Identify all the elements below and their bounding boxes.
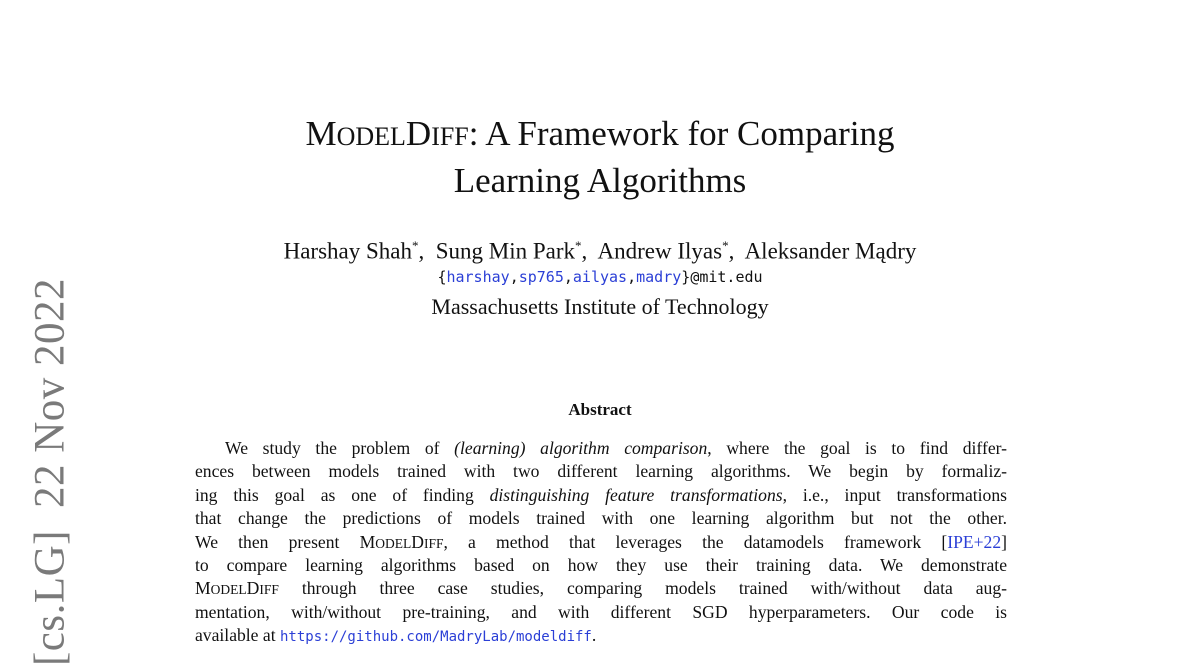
method-name-smallcaps: IFF [259, 582, 279, 598]
equal-contribution-mark: * [722, 238, 729, 253]
emphasis: distinguishing feature transformations [489, 484, 783, 505]
text: ] [1001, 531, 1007, 552]
author-list: Harshay Shah*, Sung Min Park*, Andrew Ilyas*, Aleksander Mądry [283, 238, 917, 264]
title-name-cap: D [405, 114, 432, 153]
author-name: Andrew Ilyas [597, 238, 723, 264]
abstract-line [195, 484, 1007, 507]
author-name: Sung Min Park [435, 238, 576, 264]
email-sep: , [563, 268, 573, 286]
affiliation: Massachusetts Institute of Technology [431, 294, 769, 319]
abstract-line [195, 531, 1007, 554]
text: ing this goal as one of finding [195, 484, 490, 505]
abstract-line: to compare learning algorithms based on how they use their training data. We demonstrate [195, 554, 1007, 575]
arxiv-category: [cs.LG] [26, 530, 74, 666]
method-name-smallcaps: ODEL [210, 582, 247, 598]
abstract-line [195, 624, 1007, 647]
email-sep: , [627, 268, 637, 286]
abstract-line: mentation, with/without pre-training, and with different SGD hyperparameters. Our code is [195, 601, 1007, 622]
email-link-ailyas[interactable]: ailyas [572, 268, 628, 286]
email-domain: @mit.edu [690, 268, 763, 286]
text: , where the goal is to find differ- [707, 438, 1007, 458]
email-link-sp765[interactable]: sp765 [518, 268, 564, 286]
email-brace: { [437, 268, 447, 286]
title-name-cap: M [305, 114, 337, 153]
arxiv-date: 22 Nov 2022 [26, 277, 74, 509]
method-name-smallcaps: IFF [423, 535, 444, 551]
text: , i.e., input transformations [782, 484, 1007, 505]
text: We study the problem of [225, 438, 455, 458]
text: available at [195, 625, 280, 646]
author-name: Harshay Shah [283, 238, 412, 264]
method-name-cap: D [246, 578, 260, 599]
equal-contribution-mark: * [575, 238, 582, 253]
equal-contribution-mark: * [412, 238, 419, 253]
abstract-body [195, 437, 1007, 648]
abstract-heading: Abstract [568, 400, 632, 419]
code-url-link[interactable]: https://github.com/MadryLab/modeldiff [280, 629, 592, 646]
text: We then present [195, 531, 360, 552]
text: , a method that leverages the datamodels framework [ [443, 531, 948, 552]
abstract-line [195, 577, 1007, 600]
email-sep: , [509, 268, 519, 286]
emphasis: (learning) algorithm comparison [454, 438, 708, 458]
method-name-cap: M [359, 531, 376, 552]
method-name-smallcaps: ODEL [375, 535, 412, 551]
text: through three case studies, comparing models trained with/without data aug- [278, 578, 1007, 599]
title-name-smallcaps: IFF [431, 122, 469, 151]
email-link-harshay[interactable]: harshay [446, 268, 510, 286]
abstract-line [195, 437, 1007, 460]
author-name: Aleksander Mądry [744, 238, 917, 264]
title-name-smallcaps: ODEL [336, 122, 406, 151]
email-link-madry[interactable]: madry [636, 268, 682, 286]
abstract-line: ences between models trained with two different learning algorithms. We begin by formaliz- [195, 461, 1007, 482]
text: . [591, 625, 597, 646]
method-name-cap: M [195, 578, 211, 599]
title-line-2: Learning Algorithms [453, 161, 747, 200]
abstract-line: that change the predictions of models trained with one learning algorithm but not the other. [195, 508, 1007, 529]
email-brace: } [681, 268, 691, 286]
citation-link[interactable]: IPE+22 [947, 531, 1002, 552]
paper-title [200, 112, 1000, 203]
title-line-1: : A Framework for Comparing [468, 114, 895, 153]
author-emails [200, 268, 1000, 286]
method-name-cap: D [411, 531, 424, 552]
